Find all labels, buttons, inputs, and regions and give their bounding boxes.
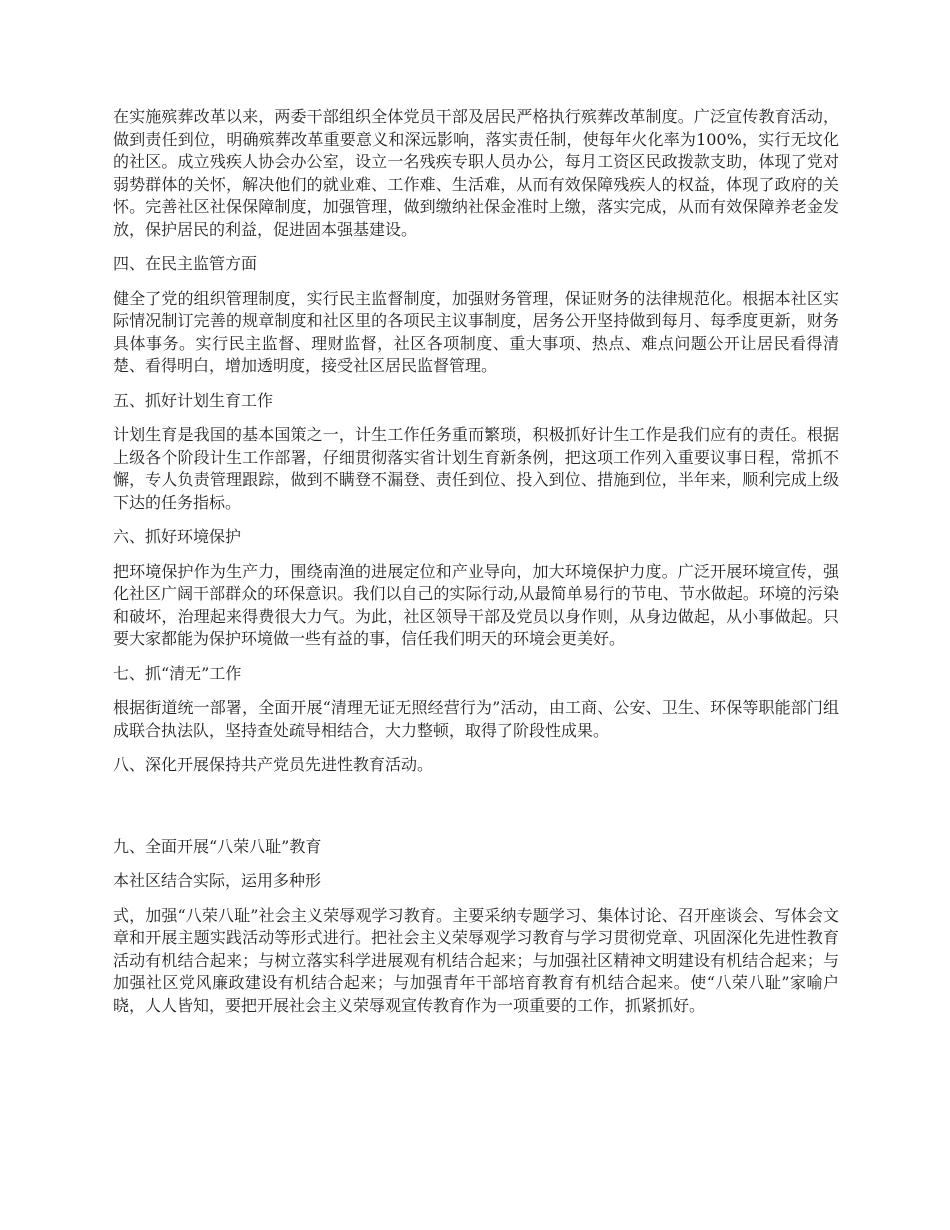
heading-advanced-education: 八、深化开展保持共产党员先进性教育活动。 <box>113 755 434 774</box>
document-page <box>113 106 839 1029</box>
heading-environment: 六、抓好环境保护 <box>113 527 242 546</box>
paragraph-environment: 把环境保护作为生产力，围绕南渔的进展定位和产业导向，加大环境保护力度。广泛开展环境宣传，强化社区广阔干部群众的环保意识。我们以自己的实际行动,从最简单易行的节电、节水做起。环境的污染和破坏，治理起来得费很大力气。为此，社区领导干部及党员以身作则，从身边做起，从小事做起。只要大家都能为保护环境做一些有益的事，信任我们明天的环境会更美好。 <box>113 561 839 648</box>
heading-family-planning: 五、抓好计划生育工作 <box>113 390 274 410</box>
paragraph-family-planning: 计划生育是我国的基本国策之一，计生工作任务重而繁琐，积极抓好计生工作是我们应有的责任。根据上级各个阶段计生工作部署，仔细贯彻落实省计划生育新条例，把这项工作列入重要议事日程，常抓不懈，专人负责管理跟踪，做到不瞒登不漏登、责任到位、投入到位、措施到位，半年来，顺利完成上级下达的任务指标。 <box>113 425 839 512</box>
paragraph-funeral-reform: 在实施殡葬改革以来，两委干部组织全体党员干部及居民严格执行殡葬改革制度。广泛宣传教育活动，做到责任到位，明确殡葬改革重要意义和深远影响，落实责任制，使每年火化率为100%，实行无坟化的社区。成立残疾人协会办公室，设立一名残疾专职人员办公，每月工资区民政拨款支助，体现了党对弱势群体的关怀，解决他们的就业难、工作难、生活难，从而有效保障残疾人的权益，体现了政府的关怀。完善社区社保保障制度，加强管理，做到缴纳社保金准时上缴，落实完成，从而有效保障养老金发放，保护居民的利益，促进固本强基建设。 <box>113 107 839 239</box>
paragraph-qingwu: 根据街道统一部署，全面开展“清理无证无照经营行为”活动，由工商、公安、卫生、环保等职能部门组成联合执法队，坚持查处疏导相结合，大力整顿，取得了阶段性成果。 <box>113 698 839 740</box>
paragraph-eight-honors-body: 式，加强“八荣八耻”社会主义荣辱观学习教育。主要采纳专题学习、集体讨论、召开座谈会、写体会文章和开展主题实践活动等形式进行。把社会主义荣辱观学习教育与学习贯彻党章、巩固深化先进性教育活动有机结合起来；与树立落实科学进展观有机结合起来；与加强社区精神文明建设有机结合起来；与加强社区党风廉政建设有机结合起来；与加强青年干部培育教育有机结合起来。使“八荣八耻”家喻户晓，人人皆知，要把开展社会主义荣辱观宣传教育作为一项重要的工作，抓紧抓好。 <box>113 905 839 1015</box>
heading-democratic-supervision: 四、在民主监管方面 <box>113 254 258 273</box>
heading-eight-honors: 九、全面开展“八荣八耻”教育 <box>113 836 322 856</box>
paragraph-eight-honors-intro: 本社区结合实际，运用多种形 <box>113 871 322 890</box>
heading-qingwu: 七、抓“清无”工作 <box>113 663 242 683</box>
section-gap <box>113 789 839 836</box>
paragraph-democratic-supervision: 健全了党的组织管理制度，实行民主监督制度，加强财务管理，保证财务的法律规范化。根据本社区实际情况制订完善的规章制度和社区里的各项民主议事制度，居务公开坚持做到每月、每季度更新，财务具体事务。实行民主监督、理财监督，社区各项制度、重大事项、热点、难点问题公开让居民看得清楚、看得明白，增加透明度，接受社区居民监督管理。 <box>113 288 839 375</box>
